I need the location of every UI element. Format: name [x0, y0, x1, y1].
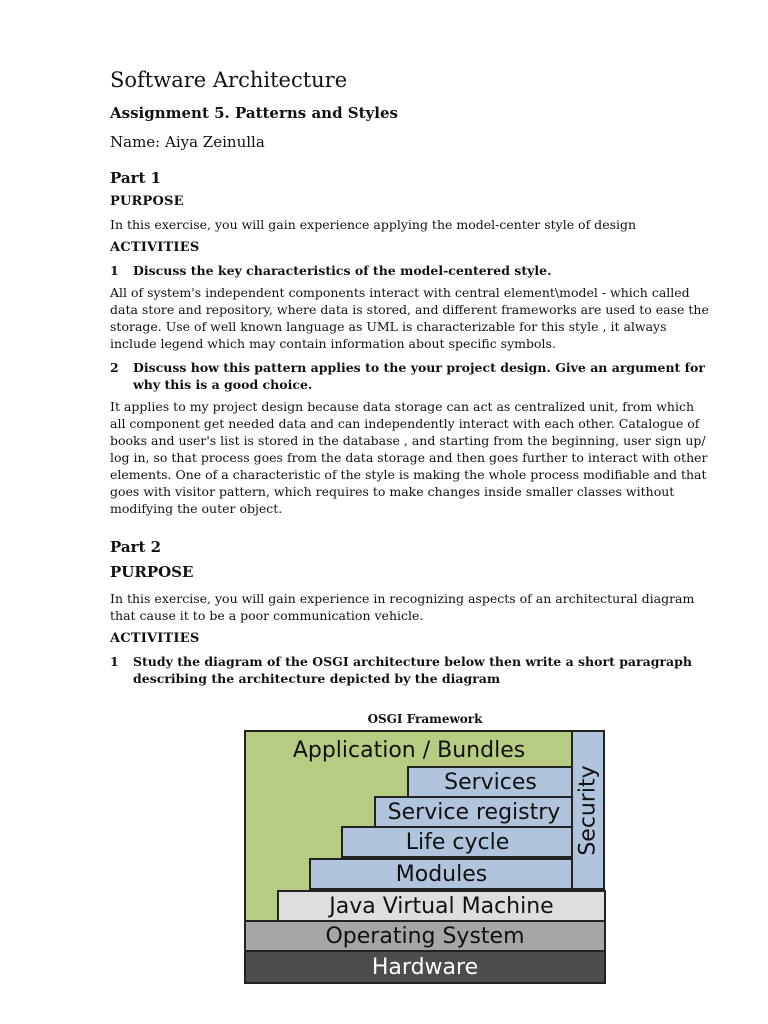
doc-title: Software Architecture: [110, 68, 348, 92]
part1-answer-1: All of system's independent components interact with central element\model - which called data store and repository, where data is stored, and different frameworks are used to ease the storage. Use of well known language as UML is characterizable for this style , it always include legend which may contain information about specific symbols.: [110, 285, 709, 351]
layer-label: Application / Bundles: [292, 738, 526, 763]
part2-activities-label: ACTIVITIES: [110, 631, 200, 646]
question-number: 1: [110, 263, 119, 278]
part2-question-1: [110, 653, 710, 687]
diagram-title: OSGI Framework: [367, 712, 483, 726]
part1-purpose-label: PURPOSE: [110, 194, 184, 209]
question-text: Discuss the key characteristics of the model-centered style.: [133, 263, 552, 278]
layer-label: Life cycle: [405, 829, 510, 855]
layer-hardware: [244, 950, 606, 984]
layer-label: Operating System: [325, 923, 525, 949]
layer-services: [407, 766, 574, 798]
layer-modules: [309, 858, 574, 890]
part2-purpose-label: PURPOSE: [110, 563, 194, 581]
document-page: [110, 68, 710, 692]
layer-java-virtual-machine: [277, 890, 606, 922]
layer-label: Modules: [395, 861, 488, 887]
part2-heading: Part 2: [110, 538, 162, 556]
layer-label: Service registry: [387, 799, 561, 825]
question-text: Discuss how this pattern applies to the your project design. Give an argument for why this is a good choice.: [133, 360, 705, 392]
part1-question-1: [110, 262, 710, 279]
part1-answer-2: It applies to my project design because data storage can act as centralized unit, from which all component get needed data and can independently interact with each other. Catalogue of books and user's list is stored in the database , and starting from the beginning, user sign up/ log in, so that process goes from the data storage and then goes further to interact with other elements. One of a characteristic of the style is making the whole process modifiable and that goes with visitor pattern, which requires to make changes inside smaller classes without modifying the outer object.: [110, 399, 708, 516]
author-name: Name: Aiya Zeinulla: [110, 133, 265, 151]
osgi-diagram: [244, 730, 606, 984]
layer-service-registry: [374, 796, 574, 828]
layer-label: Security: [575, 764, 601, 856]
part1-purpose-text: In this exercise, you will gain experience applying the model-center style of design: [110, 217, 637, 232]
part2-purpose-text: In this exercise, you will gain experience in recognizing aspects of an architectural diagram that cause it to be a poor communication vehicle.: [110, 591, 695, 623]
part1-heading: Part 1: [110, 169, 162, 187]
part1-question-2: [110, 359, 710, 393]
layer-operating-system: [244, 920, 606, 952]
part1-activities-label: ACTIVITIES: [110, 240, 200, 255]
layer-label: Services: [444, 769, 537, 795]
question-text: Study the diagram of the OSGI architecture below then write a short paragraph describing the architecture depicted by the diagram: [133, 654, 692, 686]
question-number: 1: [110, 654, 119, 669]
layer-label: Hardware: [371, 954, 479, 980]
layer-label: Java Virtual Machine: [329, 893, 554, 919]
layer-security: [571, 730, 605, 890]
layer-life-cycle: [341, 826, 574, 858]
question-number: 2: [110, 360, 119, 375]
assignment-title: Assignment 5. Patterns and Styles: [110, 104, 398, 122]
